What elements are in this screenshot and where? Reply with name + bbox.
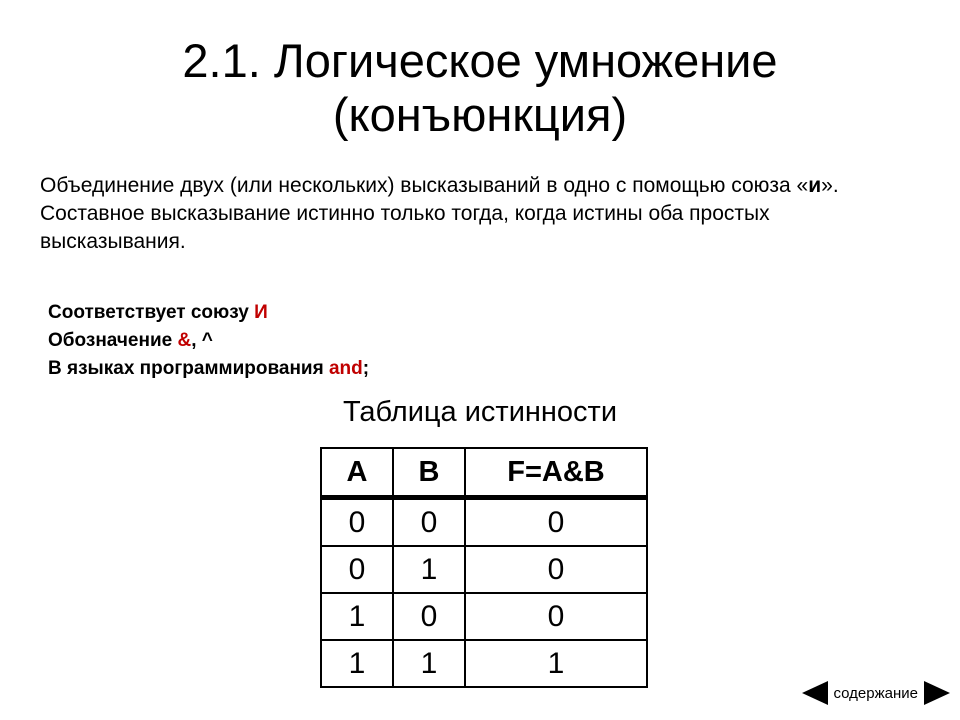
- description-text-end: ».: [821, 174, 839, 197]
- property-label: Соответствует союзу: [48, 302, 255, 323]
- table-cell: 0: [393, 593, 465, 640]
- property-value: and: [328, 358, 363, 379]
- contents-link[interactable]: содержание: [833, 684, 918, 702]
- property-label: Обозначение: [48, 330, 178, 351]
- table-cell: 0: [465, 546, 647, 593]
- truth-table: [320, 447, 648, 688]
- property-value-rest: , ^: [191, 330, 213, 351]
- property-union: [48, 299, 369, 327]
- table-cell: 0: [465, 498, 647, 547]
- table-row: [321, 593, 647, 640]
- description: [40, 172, 920, 256]
- table-cell: 0: [321, 498, 393, 547]
- table-cell: 0: [393, 498, 465, 547]
- column-header: A: [321, 448, 393, 498]
- property-value: И: [254, 302, 268, 323]
- triangle-left-icon[interactable]: [802, 681, 828, 705]
- triangle-right-icon[interactable]: [924, 681, 950, 705]
- table-cell: 1: [321, 593, 393, 640]
- title-line-2: (конъюнкция): [332, 88, 628, 141]
- slide-title: [0, 34, 960, 142]
- description-paragraph-1: [40, 172, 920, 200]
- property-value-rest: ;: [362, 358, 370, 379]
- column-header: B: [393, 448, 465, 498]
- column-header: F=A&B: [465, 448, 647, 498]
- table-row: [321, 546, 647, 593]
- title-line-1: 2.1. Логическое умножение: [182, 34, 778, 87]
- table-cell: 1: [321, 640, 393, 687]
- table-cell: 1: [465, 640, 647, 687]
- table-caption: Таблица истинности: [342, 396, 618, 428]
- property-value: &: [177, 330, 192, 351]
- table-row: [321, 498, 647, 547]
- conjunction-word: и: [808, 174, 822, 197]
- table-header-row: [321, 448, 647, 498]
- table-cell: 1: [393, 546, 465, 593]
- property-notation: [48, 327, 369, 355]
- description-text: Объединение двух (или нескольких) высказываний в одно с помощью союза «: [40, 174, 809, 197]
- navigation-bar: [802, 678, 951, 708]
- properties-list: [48, 299, 369, 383]
- table-cell: 0: [321, 546, 393, 593]
- table-cell: 0: [465, 593, 647, 640]
- property-programming: [48, 355, 369, 383]
- table-cell: 1: [393, 640, 465, 687]
- property-label: В языках программирования: [48, 358, 329, 379]
- description-paragraph-2: Составное высказывание истинно только тогда, когда истины оба простых высказывания.: [40, 202, 770, 253]
- table-row: [321, 640, 647, 687]
